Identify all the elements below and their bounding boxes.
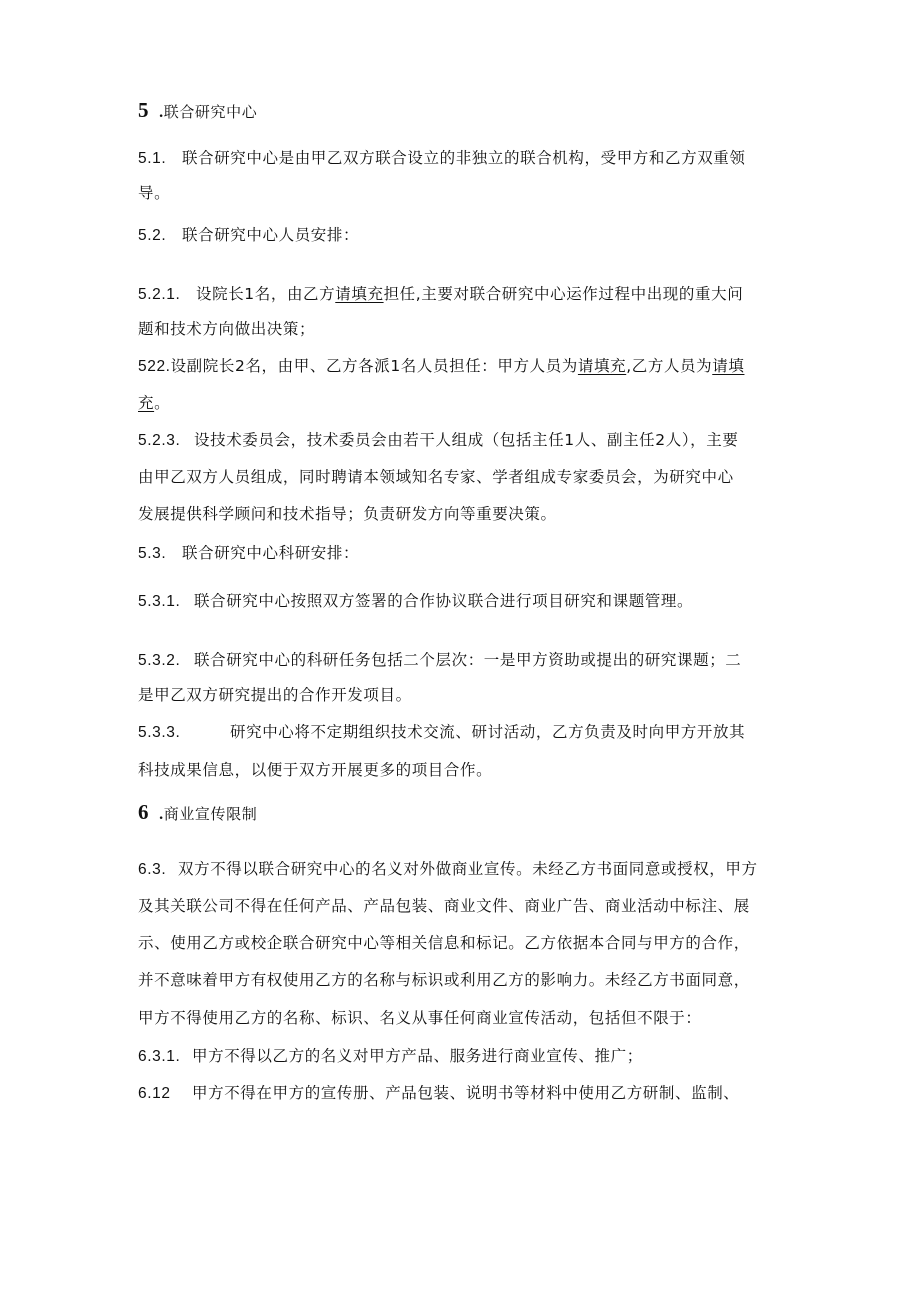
clause-6-3-line-1	[138, 859, 788, 880]
clause-5-1-line-2: 导。	[138, 184, 171, 202]
clause-number: 5.2.3.	[138, 432, 181, 449]
clause-text: 设技术委员会，技术委员会由若干人组成（包括主任1人、副主任2人），主要	[194, 431, 739, 449]
clause-text: 甲方不得在甲方的宣传册、产品包装、说明书等材料中使用乙方研制、监制、	[192, 1084, 740, 1102]
clause-5-3-2-line-1	[138, 650, 788, 671]
fill-in-blank: 请填充	[577, 357, 627, 375]
clause-number: 5.1.	[138, 150, 167, 167]
clause-5-3-3-line-2: 科技成果信息，以便于双方开展更多的项目合作。	[138, 761, 493, 779]
clause-5-2-2-line-2	[138, 393, 788, 413]
clause-5-2-1-line-1	[138, 284, 788, 305]
section-dot: .	[159, 806, 164, 823]
clause-5-3-2-line-2: 是甲乙双方研究提出的合作开发项目。	[138, 686, 412, 704]
clause-text: 联合研究中心科研安排：	[182, 544, 360, 562]
clause-5-3-3-line-1	[138, 722, 788, 743]
clause-number: 6.3.1.	[138, 1048, 181, 1065]
clause-number: 5.2.	[138, 227, 167, 244]
clause-number: 5.3.2.	[138, 652, 181, 669]
clause-5-2	[138, 225, 788, 246]
clause-number: 5.3.3.	[138, 724, 181, 741]
clause-number: 6.12	[138, 1085, 171, 1102]
clause-text: 担任,主要对联合研究中心运作过程中出现的重大问	[383, 285, 744, 303]
section-title: 商业宣传限制	[163, 805, 258, 823]
section-dot: .	[159, 104, 164, 121]
clause-number: 6.3.	[138, 861, 167, 878]
clause-number: 5.2.1.	[138, 286, 181, 303]
fill-in-blank: 请填	[712, 357, 745, 375]
clause-5-2-3-line-2: 由甲乙双方人员组成，同时聘请本领域知名专家、学者组成专家委员会，为研究中心	[138, 468, 734, 486]
clause-text: ,乙方人员为	[626, 357, 713, 375]
clause-5-2-3-line-3: 发展提供科学顾问和技术指导；负责研发方向等重要决策。	[138, 505, 557, 523]
clause-text: 联合研究中心是由甲乙双方联合设立的非独立的联合机构，受甲方和乙方双重领	[182, 149, 746, 167]
clause-text: 联合研究中心的科研任务包括二个层次：一是甲方资助或提出的研究课题；二	[194, 651, 742, 669]
clause-6-3-line-2: 及其关联公司不得在任何产品、产品包装、商业文件、商业广告、商业活动中标注、展	[138, 897, 750, 915]
clause-6-3-line-5: 甲方不得使用乙方的名称、标识、名义从事任何商业宣传活动，包括但不限于：	[138, 1009, 702, 1027]
clause-number: 5.3.	[138, 545, 167, 562]
clause-5-2-2-line-1	[138, 356, 788, 377]
clause-number: 522.	[138, 358, 171, 375]
clause-6-12	[138, 1083, 788, 1104]
clause-6-3-1	[138, 1046, 788, 1067]
clause-5-3-1	[138, 591, 788, 612]
clause-text: 联合研究中心按照双方签署的合作协议联合进行项目研究和课题管理。	[194, 592, 694, 610]
section-5-heading	[138, 100, 788, 123]
clause-text: 设副院长2名，由甲、乙方各派1名人员担任：甲方人员为	[170, 357, 578, 375]
section-number: 5	[138, 98, 150, 122]
clause-5-1-line-1	[138, 148, 788, 169]
section-number: 6	[138, 800, 150, 824]
clause-5-2-1-line-2: 题和技术方向做出决策；	[138, 320, 316, 338]
clause-text: 。	[154, 394, 171, 412]
section-6-heading	[138, 802, 788, 825]
clause-text: 甲方不得以乙方的名义对甲方产品、服务进行商业宣传、推广；	[192, 1047, 643, 1065]
clause-6-3-line-4: 并不意味着甲方有权使用乙方的名称与标识或利用乙方的影响力。未经乙方书面同意，	[138, 971, 750, 989]
clause-text: 双方不得以联合研究中心的名义对外做商业宣传。未经乙方书面同意或授权，甲方	[178, 860, 758, 878]
fill-in-blank: 请填充	[335, 285, 384, 303]
clause-5-2-3-line-1	[138, 430, 788, 451]
fill-in-blank: 充	[138, 394, 155, 412]
clause-text: 设院长1名，由乙方	[196, 285, 336, 303]
clause-number: 5.3.1.	[138, 593, 181, 610]
clause-6-3-line-3: 示、使用乙方或校企联合研究中心等相关信息和标记。乙方依据本合同与甲方的合作，	[138, 934, 750, 952]
clause-text: 研究中心将不定期组织技术交流、研讨活动，乙方负责及时向甲方开放其	[230, 723, 746, 741]
section-title: 联合研究中心	[163, 103, 258, 121]
clause-5-3	[138, 543, 788, 564]
clause-text: 联合研究中心人员安排：	[182, 226, 360, 244]
